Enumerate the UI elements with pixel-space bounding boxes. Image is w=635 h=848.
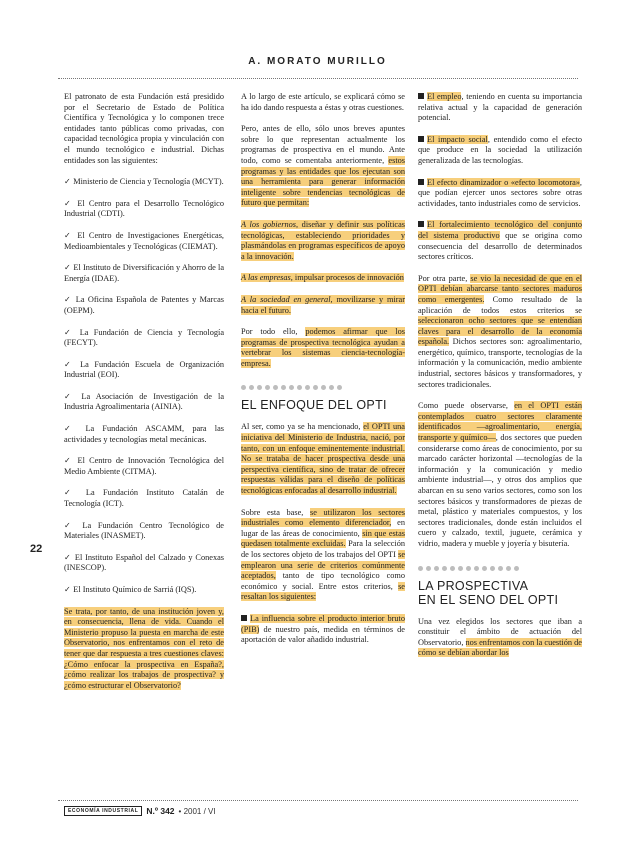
highlight: estos programas y las entidades que los ejecutan son una herramienta para generar información inteligente sobre tendencias tecnológicas de futuro que permitan: [241,155,406,208]
page-number: 22 [30,543,43,555]
highlight: sin que estas quedasen totalmente excluidas. [241,528,405,549]
checkmark-icon: ✓ [64,230,78,240]
checkmark-icon: ✓ [64,198,78,208]
closing-paragraph [64,607,224,692]
list-item: ✓ La Asociación de Investigación de la Industria Agroalimentaria (AINIA). [64,391,224,412]
bullet-square-icon [418,179,424,185]
paragraph: A lo largo de este artículo, se explicará cómo se ha ido dando respuesta a éstas y otras cuestiones. [241,92,405,112]
divider-dot [498,566,503,571]
highlight: seleccionaron ocho sectores que se entendían claves para el desarrollo de la economía española. [418,316,582,347]
list-item: ✓ La Oficina Española de Patentes y Marcas (OEPM). [64,295,224,315]
highlight: se vio la necesidad de que en el OPTI debían abarcarse tanto sectores maduros como emergentes. [418,273,582,304]
list-item: ✓ El Instituto de Diversificación y Ahorro de la Energía (IDAE). [64,263,225,283]
header-rule [58,78,578,79]
list-item: ✓ El Centro de Investigaciones Energéticas, Medioambientales y Tecnológicas (CIEMAT). [64,230,225,251]
highlight: A los gobiernos, diseñar y definir sus políticas tecnológicas, estableciendo prioridades y plasmándolas en programas específicos de apoyo a la innovación. [241,219,406,261]
footer [64,806,216,816]
paragraph: Pero, antes de ello, sólo unos breves apuntes sobre lo que representan actualmente los programas de prospectiva en el mundo. Ante todo, como se comentaba anteriormente, estos programas y las entidades que los ejecutan son una herramienta para generar información inteligente sobre tendencias tecnológicas de futuro que permitan: [241,124,406,208]
checkmark-icon: ✓ [64,295,76,305]
list-item: ✓ La Fundación Escuela de Organización Industrial (EOI). [64,359,225,380]
issue-number: N.º 342 [146,806,175,816]
paragraph: El empleo, teniendo en cuenta su importancia relativa actual y la capacidad de generación potencial. [418,92,583,123]
checkmark-icon: ✓ [64,456,78,466]
highlight: se resaltan los siguientes: [241,581,405,602]
divider-dot [458,566,463,571]
divider-dot [241,385,246,390]
highlight: podemos afirmar que los programas de prospectiva tecnológica ayudan a vertebrar los sistemas ciencia-tecnología-empresa. [241,327,405,368]
divider-dot [265,385,270,390]
paragraph: La influencia sobre el producto interior bruto (PIB) de nuestro país, medida en términos de aportación de valor añadido industrial. [241,613,405,645]
checkmark-icon: ✓ [64,263,74,273]
section-divider-dots [241,385,405,390]
divider-dot [249,385,254,390]
divider-dot [329,385,334,390]
section-divider-dots [418,566,582,571]
divider-dot [289,385,294,390]
highlight: el OPTI una iniciativa del Ministerio de Industria, nació, por tanto, con un enfoque eminentemente industrial. No se trataba de hacer prospectiva desde una perspectiva científica, sino de tratar de ofrecer respuestas válidas para el diseño de políticas tecnológicas enfocadas al desarrollo industrial. [241,422,405,496]
checkmark-icon: ✓ [64,177,74,187]
checkmark-icon: ✓ [64,359,81,369]
paragraph: Por todo ello, podemos afirmar que los programas de prospectiva tecnológica ayudan a vertebrar los sistemas ciencia-tecnología-empresa. [241,327,405,368]
paragraph: Por otra parte, se vio la necesidad de que en el OPTI debían abarcarse tanto sectores maduros como emergentes. Como resultado de la aplicación de todos estos criterios se seleccionaron ocho sectores que se entendían claves para el desarrollo de la economía española. Dichos sectores son: agroalimentario, energético, químico, transporte, tecnologías de la información y la comunicación, medio ambiente industrial, sectores básicos y transformadores, y sectores tradicionales. [418,273,582,389]
footer-rule [58,800,578,801]
divider-dot [426,566,431,571]
paragraph: El impacto social, entendido como el efecto que produce en la sociedad la utilización generalizada de las tecnologías. [418,134,582,165]
list-item: ✓ El Instituto Español del Calzado y Conexas (INESCOP). [64,552,224,573]
divider-dot [442,566,447,571]
highlight: en el OPTI están contemplados cuatro sectores claramente identificados —agroalimentario, energía, transporte y químico— [418,401,583,443]
issue-year: • 2001 / VI [178,806,216,816]
section-heading: EL ENFOQUE DEL OPTI [241,398,387,413]
paragraph: Una vez elegidos los sectores que iban a constituir el ámbito de actuación del Observatorio, nos enfrentamos con la cuestión de cómo se debían abordar los [418,616,582,658]
highlight: La influencia sobre el producto interior bruto (PIB) [241,613,405,634]
column-right [418,92,582,670]
paragraph: El fortalecimiento tecnológico del conjunto del sistema productivo que se origina como consecuencia del desarrollo de determinados sectores críticos. [418,220,582,262]
highlight: El impacto social [427,134,488,144]
paragraph [241,295,405,316]
checkmark-icon: ✓ [64,488,86,498]
divider-dot [297,385,302,390]
highlight: se utilizaron los sectores industriales como elemento diferenciador, [241,507,405,528]
paragraph [241,273,405,284]
divider-dot [257,385,262,390]
entity-list [64,177,224,595]
divider-dot [321,385,326,390]
highlight: A la sociedad en general, movilizarse y mirar hacia el futuro. [241,294,405,315]
divider-dot [466,566,471,571]
journal-name: ECONOMÍA INDUSTRIAL [64,806,142,816]
divider-dot [514,566,519,571]
bullet-square-icon [418,136,424,142]
checkmark-icon: ✓ [64,391,82,401]
divider-dot [474,566,479,571]
highlight: se emplearon una serie de criterios comúnmente aceptados, [241,550,406,581]
highlight: El efecto dinamizador o «efecto locomotora» [427,177,580,187]
divider-dot [337,385,342,390]
paragraph: El efecto dinamizador o «efecto locomotora», que podían ejercer unos sectores sobre otras actividades, tanto industriales como de servicios. [418,177,582,208]
checkmark-icon: ✓ [64,424,86,434]
list-item: ✓ La Fundación de Ciencia y Tecnología (FECYT). [64,327,224,348]
list-item: ✓ El Instituto Químico de Sarriá (IQS). [64,585,197,594]
intro-paragraph: El patronato de esta Fundación está presidido por el Secretario de Estado de Política Científica y Tecnológica y lo componen trece entidades tanto públicas como privadas, con capacidad tecnológica propia y vinculación con el mundo tecnológico e industrial. Dichas entidades son las siguientes: [64,92,224,165]
bullet-square-icon [418,93,424,99]
divider-dot [418,566,423,571]
highlight: El fortalecimiento tecnológico del conjunto del sistema productivo [418,220,582,240]
divider-dot [482,566,487,571]
divider-dot [313,385,318,390]
divider-dot [490,566,495,571]
list-item: ✓ Ministerio de Ciencia y Tecnología (MCYT). [64,177,224,187]
highlight: El empleo [427,92,462,101]
column-middle [241,92,405,657]
checkmark-icon: ✓ [64,327,80,337]
bullet-square-icon [418,221,424,227]
checkmark-icon: ✓ [64,552,75,562]
highlight: A las empresas, impulsar procesos de innovación [241,273,404,283]
running-header-author: A. MORATO MURILLO [248,56,387,67]
divider-dot [450,566,455,571]
section-heading: LA PROSPECTIVA EN EL SENO DEL OPTI [418,578,559,607]
divider-dot [506,566,511,571]
highlight: nos enfrentamos con la cuestión de cómo se debían abordar los [418,637,582,658]
divider-dot [273,385,278,390]
divider-dot [281,385,286,390]
checkmark-icon: ✓ [64,585,74,594]
divider-dot [305,385,310,390]
paragraph: Como puede observarse, en el OPTI están contemplados cuatro sectores claramente identificados —agroalimentario, energía, transporte y químico—, dos sectores que pueden considerarse como áreas de conocimiento, por su marcado carácter horizontal —tecnologías de la información y la comunicación y medio ambiente industrial—, y otros dos amplios que abarcan en su seno varios sectores, como son los sectores básicos y transformadores de piezas de metal, plástico y materiales compuestos, y los sectores tradicionales, donde están incluidos el cuero y calzado, textil, juguete, cerámica y vidrio, madera y mueble y joyería y bisutería. [418,401,583,548]
bullet-square-icon [241,615,247,621]
paragraph: Al ser, como ya se ha mencionado, el OPTI una iniciativa del Ministerio de Industria, nació, por tanto, con un enfoque eminentemente industrial. No se trataba de hacer prospectiva desde una perspectiva científica, sino de tratar de ofrecer respuestas válidas para el diseño de políticas tecnológicas enfocadas al desarrollo industrial. [241,422,405,496]
column-left [64,92,224,702]
list-item: ✓ El Centro de Innovación Tecnológica del Medio Ambiente (CITMA). [64,456,225,476]
list-item: ✓ El Centro para el Desarrollo Tecnológico Industrial (CDTI). [64,198,224,219]
paragraph [241,220,405,262]
checkmark-icon: ✓ [64,520,83,530]
list-item: ✓ La Fundación Instituto Catalán de Tecnología (ICT). [64,488,225,509]
highlight: Se trata, por tanto, de una institución joven y, en consecuencia, llena de vida. Cuando el Ministerio propuso la puesta en marcha de este Observatorio, nos enfrentamos con el reto de tener que dar respuesta a tres cuestiones claves: ¿Cómo enfocar la prospectiva en España?, ¿cómo realizar los trabajos de prospectiva? y ¿cómo estructurar el Observatorio? [64,606,224,690]
divider-dot [434,566,439,571]
list-item: ✓ La Fundación Centro Tecnológico de Materiales (INASMET). [64,520,224,541]
paragraph: Sobre esta base, se utilizaron los sectores industriales como elemento diferenciador, en lugar de las áreas de conocimiento, sin que estas quedasen totalmente excluidas. Para la selección de los sectores objeto de los trabajos del OPTI se emplearon una serie de criterios comúnmente aceptados, tanto de tipo tecnológico como económico y social. Entre estos criterios, se resaltan los siguientes: [241,507,406,602]
list-item: ✓ La Fundación ASCAMM, para las actividades y tecnologías metal mecánicas. [64,424,225,444]
